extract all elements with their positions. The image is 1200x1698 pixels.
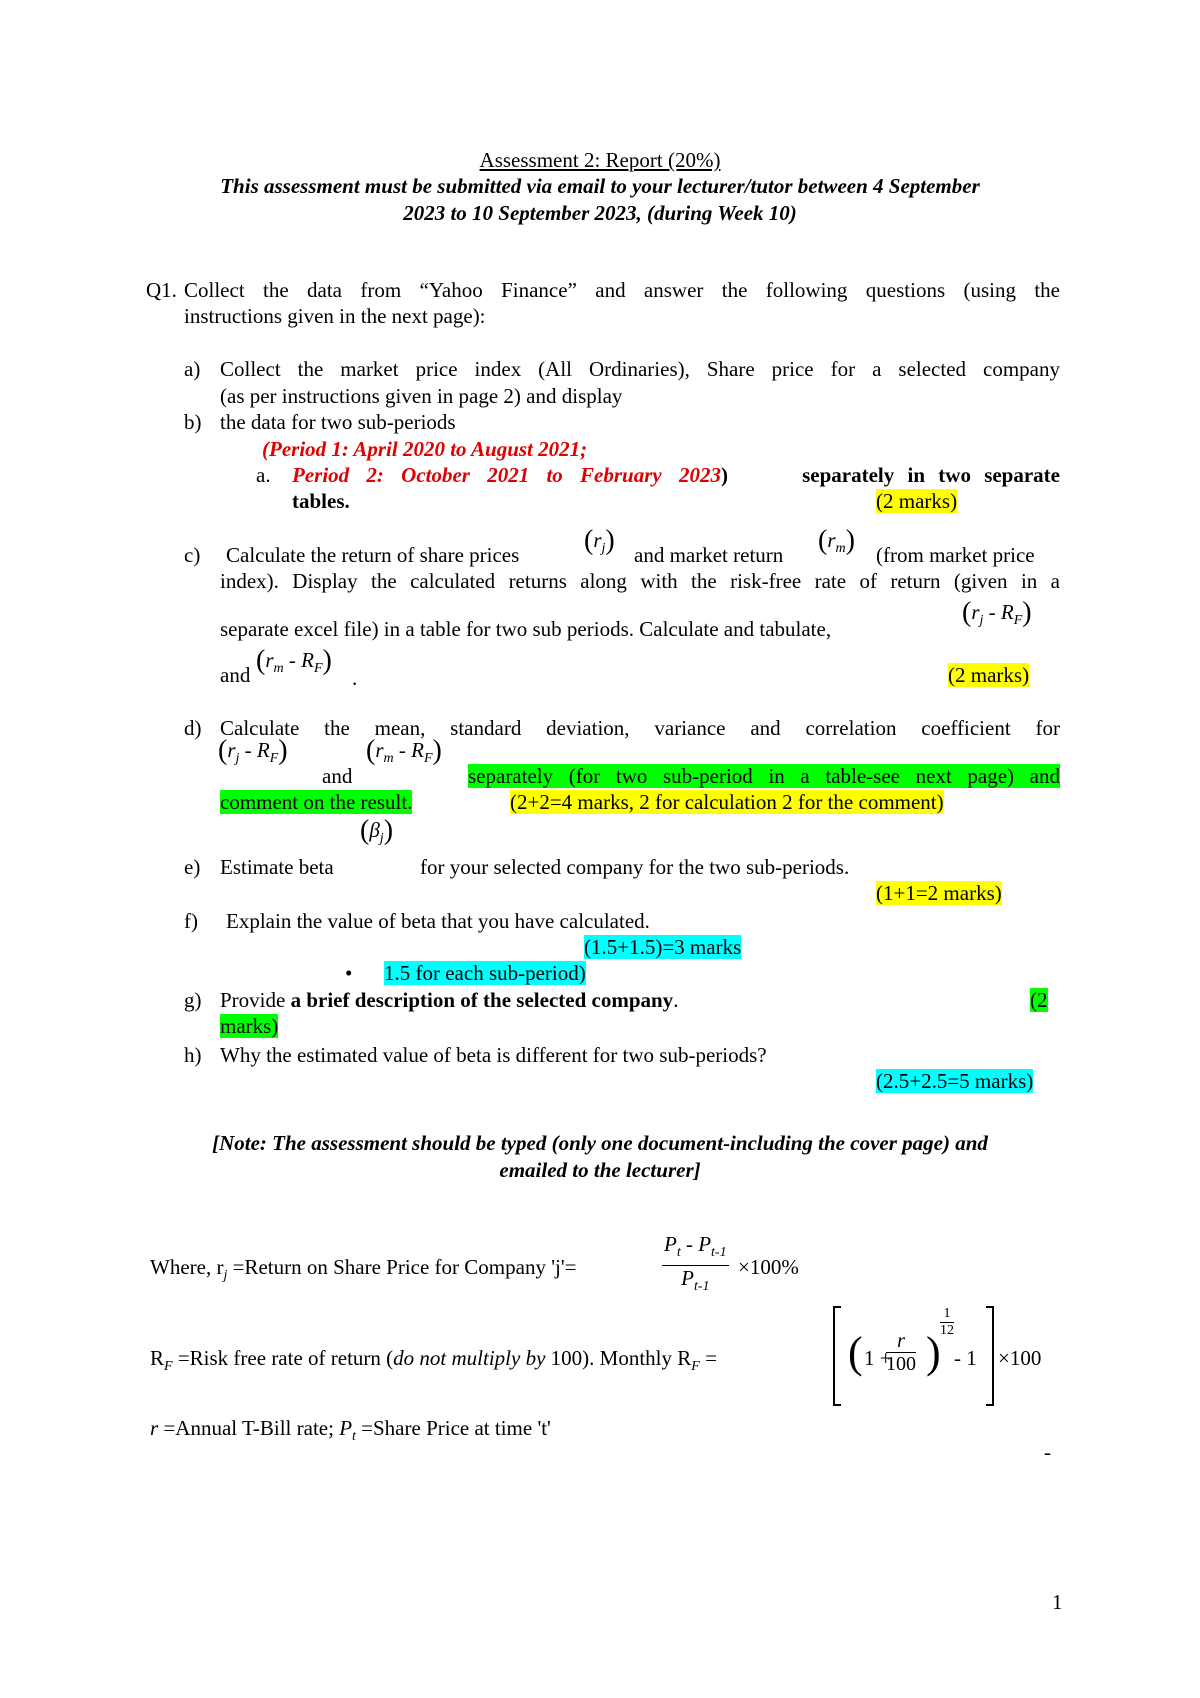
rj-num: P xyxy=(664,1232,677,1256)
rf-100: 100 xyxy=(886,1353,916,1375)
bullet-icon: • xyxy=(345,961,353,985)
item-c-line3: separate excel file) in a table for two sub periods. Calculate and tabulate, xyxy=(220,617,832,641)
beta-symbol: $(\beta_j)$ xyxy=(360,815,394,846)
item-c-line2: index). Display the calculated returns along with the risk-free rate of return (given in a xyxy=(220,569,1060,593)
rf-right-bracket xyxy=(986,1306,994,1406)
item-e-marker: e) xyxy=(184,855,201,879)
item-c-text3: (from market price xyxy=(876,543,1035,567)
rj-den: P xyxy=(681,1266,694,1290)
item-f-bullet: 1.5 for each sub-period) xyxy=(384,961,586,985)
rj-num-minus: - P xyxy=(680,1232,712,1256)
item-d-marks: (2+2=4 marks, 2 for calculation 2 for the comment) xyxy=(510,790,944,814)
rf-prefix: R xyxy=(150,1346,165,1370)
rj-fraction xyxy=(662,1232,729,1299)
item-g-text-bold: a brief description of the selected company xyxy=(290,988,674,1012)
note-line2: emailed to the lecturer] xyxy=(499,1158,701,1182)
rj-minus-rf-symbol: $(r_j - R_F)$ xyxy=(962,597,1032,628)
document-title: Assessment 2: Report (20%) xyxy=(479,148,721,172)
item-g-text2: . xyxy=(673,988,679,1012)
item-d-green1: separately (for two sub-period in a table-see next page) and xyxy=(468,764,1060,788)
r-def-r: r xyxy=(150,1416,159,1440)
trailing-dash: - xyxy=(1044,1440,1051,1464)
rm-minus-rf-symbol-d: $(r_m - R_F)$ xyxy=(366,735,442,766)
item-c-text1: Calculate the return of share prices xyxy=(226,543,520,567)
item-g-marks1: (2 xyxy=(1030,988,1048,1012)
rj-times: ×100% xyxy=(738,1255,799,1279)
q1-intro-line1: Collect the data from “Yahoo Finance” and answer the following questions (using the xyxy=(184,278,1060,302)
r-definition xyxy=(150,1416,551,1449)
item-c-and: and xyxy=(220,663,251,687)
rj-den-sub: t-1 xyxy=(693,1279,710,1294)
rf-definition xyxy=(150,1346,717,1379)
rf-text1: =Risk free rate of return ( xyxy=(172,1346,394,1370)
item-h-marks: (2.5+2.5=5 marks) xyxy=(876,1069,1034,1093)
rf-exponent xyxy=(940,1306,954,1339)
rj-symbol: $(r_j)$ xyxy=(584,525,615,556)
r-def-text2: =Share Price at time 't' xyxy=(355,1416,551,1440)
rf-eq: = xyxy=(699,1346,717,1370)
item-b-marker: b) xyxy=(184,410,202,434)
rf-minus1: - 1 xyxy=(954,1346,977,1370)
period1-text: (Period 1: April 2020 to August 2021; xyxy=(262,437,588,461)
rf-text2-sub: F xyxy=(691,1359,700,1374)
item-f-text: Explain the value of beta that you have calculated. xyxy=(226,909,650,933)
item-d-marker: d) xyxy=(184,716,202,740)
submission-note-line1: This assessment must be submitted via email to your lecturer/tutor between 4 September xyxy=(220,174,980,198)
q1-intro-line2: instructions given in the next page): xyxy=(184,304,486,328)
item-b-line1: the data for two sub-periods xyxy=(220,410,456,434)
item-c-dot: . xyxy=(352,666,358,690)
rf-exp-den: 12 xyxy=(940,1323,954,1338)
item-h-marker: h) xyxy=(184,1043,202,1067)
r-def-P: P xyxy=(339,1416,353,1440)
item-b-marks: (2 marks) xyxy=(876,489,958,513)
tables-text: tables. xyxy=(292,489,350,513)
item-g-marks2: marks) xyxy=(220,1014,279,1038)
item-e-text1: Estimate beta xyxy=(220,855,334,879)
item-d-green2: comment on the result. xyxy=(220,790,413,814)
rf-exp-num: 1 xyxy=(940,1306,954,1323)
rf-one: 1 + xyxy=(864,1346,892,1370)
rj-sub: j xyxy=(223,1268,228,1283)
item-e-text2: for your selected company for the two sub-periods. xyxy=(420,855,850,879)
rm-symbol: $(r_m)$ xyxy=(818,525,855,556)
item-e-marks: (1+1=2 marks) xyxy=(876,881,1002,905)
item-c-text2: and market return xyxy=(634,543,784,567)
item-h-text: Why the estimated value of beta is different for two sub-periods? xyxy=(220,1043,767,1067)
item-d-line1: Calculate the mean, standard deviation, variance and correlation coefficient for xyxy=(220,716,1060,740)
item-g-marker: g) xyxy=(184,988,202,1012)
rf-r: r xyxy=(897,1330,905,1352)
rj-num-sub1: t xyxy=(676,1245,681,1260)
r-def-t: t xyxy=(352,1429,356,1444)
note-line1: [Note: The assessment should be typed (only one document-including the cover page) and xyxy=(212,1131,988,1155)
rf-text2: 100). Monthly R xyxy=(545,1346,692,1370)
item-f-marks: (1.5+1.5)=3 marks xyxy=(584,935,742,959)
item-g-text xyxy=(220,988,678,1012)
rf-italic: do not multiply by xyxy=(393,1346,546,1370)
item-b-sub-marker: a. xyxy=(256,463,271,487)
rm-minus-rf-symbol-c: $(r_m - R_F)$ xyxy=(256,645,332,676)
rf-right-paren: ) xyxy=(926,1328,941,1377)
item-a-line2: (as per instructions given in page 2) and display xyxy=(220,384,623,408)
page-number: 1 xyxy=(1052,1590,1063,1614)
separately-text: separately in two separate xyxy=(802,463,1060,487)
rf-left-bracket xyxy=(833,1306,841,1406)
q1-number: Q1. xyxy=(146,278,177,302)
item-a-line1: Collect the market price index (All Ordinaries), Share price for a selected company xyxy=(220,357,1060,381)
rj-num-sub2: t-1 xyxy=(711,1245,727,1260)
rf-left-paren: ( xyxy=(848,1328,863,1377)
rf-inner-fraction xyxy=(886,1330,916,1375)
period2-text: Period 2: October 2021 to February 2023 xyxy=(292,463,721,487)
rj-minus-rf-symbol-d: $(r_j - R_F)$ xyxy=(218,735,288,766)
item-f-marker: f) xyxy=(184,909,198,933)
rj-prefix: Where, r xyxy=(150,1255,224,1279)
submission-note-line2: 2023 to 10 September 2023, (during Week 10) xyxy=(403,201,797,225)
item-c-marker: c) xyxy=(184,543,201,567)
period2-line xyxy=(292,463,1060,487)
item-c-marks: (2 marks) xyxy=(948,663,1030,687)
r-def-text: =Annual T-Bill rate; xyxy=(158,1416,340,1440)
rf-sub: F xyxy=(164,1359,173,1374)
item-d-and: and xyxy=(322,764,353,788)
period2-close: ) xyxy=(720,463,728,487)
rf-times: ×100 xyxy=(998,1346,1042,1370)
item-a-marker: a) xyxy=(184,357,201,381)
rj-text: =Return on Share Price for Company 'j'= xyxy=(227,1255,577,1279)
rj-definition xyxy=(150,1255,576,1288)
item-g-text1: Provide xyxy=(220,988,291,1012)
